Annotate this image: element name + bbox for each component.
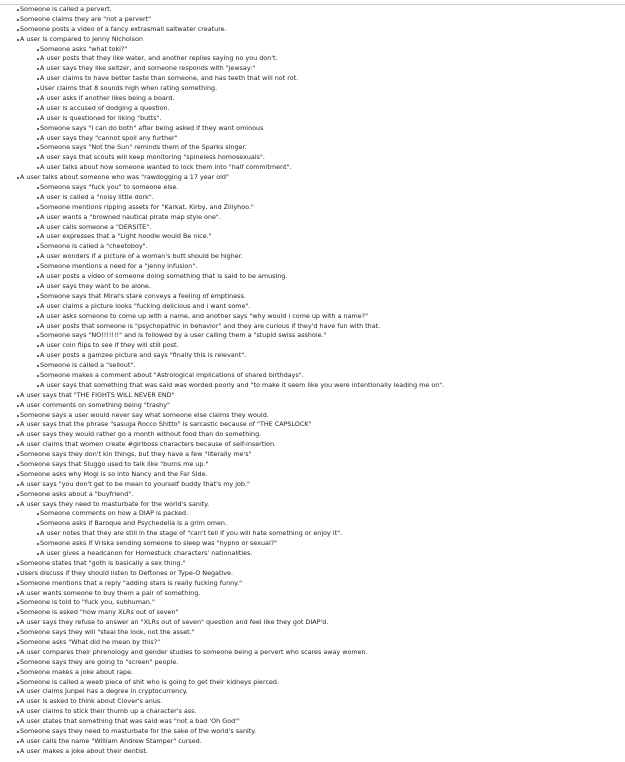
list-item xyxy=(0,331,625,341)
bullet-icon xyxy=(37,187,39,189)
bullet-icon xyxy=(17,583,19,585)
list-item-text: A user claims to have better taste than someone, and has teeth that will not rot. xyxy=(40,74,299,83)
bullet-icon xyxy=(17,751,19,753)
bullet-icon xyxy=(17,652,19,654)
list-item-text: A user says that something that was said was worded poorly and "to make it seem like you were intentionally leading me on". xyxy=(40,380,445,389)
list-item xyxy=(0,747,625,757)
list-item xyxy=(0,213,625,223)
bullet-icon xyxy=(17,731,19,733)
bullet-icon xyxy=(37,523,39,525)
list-item-text: A user says they would rather go a month without food than do something. xyxy=(20,430,262,439)
list-item xyxy=(0,84,625,94)
list-item xyxy=(0,638,625,648)
bullet-icon xyxy=(37,118,39,120)
list-item xyxy=(0,411,625,421)
bullet-icon xyxy=(17,474,19,476)
bullet-icon xyxy=(37,128,39,130)
list-item-text: Someone is called a "sellout". xyxy=(40,361,136,370)
bullet-icon xyxy=(37,335,39,337)
list-item xyxy=(0,480,625,490)
list-item-text: A user expresses that a "Light hoodie would Be nice." xyxy=(40,232,212,241)
bullet-icon xyxy=(17,454,19,456)
list-item-text: A user is accused of dodging a question. xyxy=(40,103,170,112)
bullet-icon xyxy=(37,513,39,515)
list-item-text: A user says "you don't get to be mean to yourself buddy that's my job." xyxy=(20,479,250,488)
bullet-icon xyxy=(37,276,39,278)
list-item xyxy=(0,450,625,460)
bullet-icon xyxy=(17,662,19,664)
list-item xyxy=(0,420,625,430)
bullet-icon xyxy=(17,484,19,486)
list-item-text: Someone says that Sluggo used to talk like "burns me up." xyxy=(20,459,209,468)
list-item xyxy=(0,104,625,114)
list-item xyxy=(0,500,625,510)
bullet-icon xyxy=(17,19,19,21)
list-item-text: A user wonders if a picture of a woman's butt should be higher. xyxy=(40,252,243,261)
list-item xyxy=(0,5,625,15)
list-item-text: Someone says "fuck you" to someone else. xyxy=(40,183,179,192)
list-item xyxy=(0,658,625,668)
list-item xyxy=(0,608,625,618)
bullet-icon xyxy=(37,256,39,258)
list-item xyxy=(0,203,625,213)
list-item xyxy=(0,430,625,440)
bullet-icon xyxy=(17,593,19,595)
bullet-icon xyxy=(37,78,39,80)
list-item xyxy=(0,628,625,638)
list-item xyxy=(0,381,625,391)
list-item xyxy=(0,460,625,470)
bullet-icon xyxy=(17,632,19,634)
list-item-text: A user says that the phrase "sasuga Rocco Shitto" is sarcastic because of "THE CAPSLOCK" xyxy=(20,420,312,429)
bullet-icon xyxy=(37,385,39,387)
list-item xyxy=(0,35,625,45)
bullet-icon xyxy=(37,167,39,169)
list-item xyxy=(0,618,625,628)
bullet-icon xyxy=(17,9,19,11)
list-item xyxy=(0,727,625,737)
list-item-text: A user talks about how someone wanted to lock them into "half commitment". xyxy=(40,163,292,172)
list-item xyxy=(0,717,625,727)
list-item xyxy=(0,589,625,599)
bullet-icon xyxy=(37,286,39,288)
list-item-text: Someone mentions ripping assets for "Karkat, Kirby, and Zillyhoo." xyxy=(40,202,254,211)
list-item-text: A user claims that women create #girlboss characters because of self-insertion. xyxy=(20,440,277,449)
list-item-text: Someone asks why Mogi is so into Nancy and the Far Side. xyxy=(20,469,208,478)
list-item xyxy=(0,539,625,549)
list-item xyxy=(0,391,625,401)
list-item-text: A user posts that someone is "psychopathic in behavior" and they are curious if they'd have fun with that. xyxy=(40,321,381,330)
bullet-icon xyxy=(17,395,19,397)
bullet-icon xyxy=(17,415,19,417)
list-item-text: Someone asks if Vriska sending someone to sleep was "hypno or sexual?" xyxy=(40,539,278,548)
list-item xyxy=(0,163,625,173)
bullet-icon xyxy=(17,711,19,713)
list-item-text: Someone says they will "steal the look, not the asset." xyxy=(20,628,195,637)
list-item xyxy=(0,262,625,272)
list-item xyxy=(0,193,625,203)
bullet-icon xyxy=(37,246,39,248)
list-item-text: Someone is called a "cheetoboy". xyxy=(40,242,148,251)
bullet-icon xyxy=(37,197,39,199)
bullet-icon xyxy=(17,573,19,575)
list-item-text: A user asks someone to come up with a name, and another says "why would i come up with a name?" xyxy=(40,311,369,320)
bullet-icon xyxy=(37,236,39,238)
list-item-text: User claims that 8 sounds high when rating something. xyxy=(40,84,218,93)
list-item xyxy=(0,678,625,688)
list-item xyxy=(0,312,625,322)
list-item-text: Someone comments on how a DIAP is packed. xyxy=(40,509,189,518)
list-item xyxy=(0,470,625,480)
list-item-text: A user says that "THE FIGHTS WILL NEVER END" xyxy=(20,390,175,399)
list-item xyxy=(0,242,625,252)
list-item-text: A user asks if another likes being a board. xyxy=(40,94,175,103)
list-item xyxy=(0,223,625,233)
list-item-text: Someone is called a pervert. xyxy=(20,5,112,13)
list-item-text: A user states that something that was said was "not a bad 'Oh God'" xyxy=(20,717,240,726)
bullet-icon xyxy=(17,434,19,436)
list-item xyxy=(0,579,625,589)
list-item-text: A user wants a "browned nautical pirate map style one". xyxy=(40,212,221,221)
list-item xyxy=(0,183,625,193)
bullet-icon xyxy=(37,375,39,377)
list-item xyxy=(0,697,625,707)
list-item-text: A user says they like seltzer, and someone responds with "jewsay:" xyxy=(40,64,256,73)
bullet-icon xyxy=(37,553,39,555)
list-item-text: Someone says they are going to "screen" people. xyxy=(20,657,179,666)
list-item xyxy=(0,252,625,262)
list-item-text: Someone is called a weeb piece of shit who is going to get their kidneys pierced. xyxy=(20,677,280,686)
list-item-text: A user claims to stick their thumb up a character's ass. xyxy=(20,707,197,716)
bullet-icon xyxy=(37,533,39,535)
bullet-icon xyxy=(37,157,39,159)
bullet-icon xyxy=(17,672,19,674)
list-item xyxy=(0,687,625,697)
list-item-text: Someone states that "goth is basically a sex thing." xyxy=(20,558,186,567)
list-item-text: Someone asks "what toki?" xyxy=(40,44,128,53)
list-item xyxy=(0,519,625,529)
bullet-icon xyxy=(37,68,39,70)
bullet-icon xyxy=(37,108,39,110)
list-item xyxy=(0,371,625,381)
bullet-icon xyxy=(37,345,39,347)
list-item xyxy=(0,341,625,351)
list-item-text: A user is questioned for liking "butts". xyxy=(40,113,162,122)
bullet-icon xyxy=(37,49,39,51)
list-item-text: Someone makes a joke about rape. xyxy=(20,667,134,676)
bullet-icon xyxy=(17,29,19,31)
list-item xyxy=(0,668,625,678)
bullet-icon xyxy=(17,494,19,496)
list-item xyxy=(0,322,625,332)
bullet-icon xyxy=(37,296,39,298)
list-item xyxy=(0,569,625,579)
list-item-text: A user claims a picture looks "fucking delicious and i want some". xyxy=(40,301,251,310)
bullet-icon xyxy=(17,691,19,693)
list-item-text: Someone says "I can do both" after being asked if they want ominous xyxy=(40,123,264,132)
list-item-text: A user coin flips to see if they will still post. xyxy=(40,341,179,350)
list-item-text: Someone says "NO!!!!!!!" and is followed by a user calling them a "stupid swiss asshole." xyxy=(40,331,327,340)
bullet-icon xyxy=(37,355,39,357)
list-item-text: Someone says a user would never say what someone else claims they would. xyxy=(20,410,269,419)
list-item-text: A user is asked to think about Clover's anus. xyxy=(20,697,163,706)
list-item xyxy=(0,45,625,55)
bullet-icon xyxy=(17,741,19,743)
list-item xyxy=(0,292,625,302)
list-item-text: Someone posts a video of a fancy extrasmall saltwater creature. xyxy=(20,24,227,33)
bullet-icon xyxy=(17,622,19,624)
list-item xyxy=(0,648,625,658)
bullet-icon xyxy=(37,306,39,308)
list-item-text: Someone says they need to masturbate for the sake of the world's sanity. xyxy=(20,727,257,736)
bullet-list xyxy=(0,5,625,757)
bullet-icon xyxy=(17,563,19,565)
list-item xyxy=(0,272,625,282)
list-item-text: A user comments on something being "trashy" xyxy=(20,400,170,409)
list-item xyxy=(0,124,625,134)
list-item-text: A user talks about someone who was "rawdogging a 17 year old" xyxy=(20,173,229,182)
list-item-text: Someone says that Mirai's stare conveys a feeling of emptiness. xyxy=(40,291,246,300)
bullet-icon xyxy=(37,98,39,100)
bullet-icon xyxy=(17,602,19,604)
bullet-icon xyxy=(37,227,39,229)
bullet-icon xyxy=(17,701,19,703)
list-item-text: A user is compared to Jenny Nicholson xyxy=(20,34,143,43)
list-item xyxy=(0,94,625,104)
list-item xyxy=(0,134,625,144)
bullet-icon xyxy=(37,543,39,545)
bullet-icon xyxy=(17,504,19,506)
list-item-text: Someone is told to "fuck you, subhuman." xyxy=(20,598,155,607)
list-item-text: A user calls someone a "DERSITE". xyxy=(40,222,152,231)
bullet-icon xyxy=(17,612,19,614)
list-item-text: Someone claims they are "not a pervert" xyxy=(20,14,152,23)
list-item xyxy=(0,54,625,64)
bullet-icon xyxy=(17,444,19,446)
list-item xyxy=(0,351,625,361)
list-item xyxy=(0,232,625,242)
list-item xyxy=(0,549,625,559)
list-item xyxy=(0,143,625,153)
list-item xyxy=(0,15,625,25)
list-item xyxy=(0,509,625,519)
bullet-icon xyxy=(17,177,19,179)
bullet-icon xyxy=(17,424,19,426)
list-item xyxy=(0,173,625,183)
list-item-text: Someone asks "What did he mean by this?" xyxy=(20,638,161,646)
list-item xyxy=(0,282,625,292)
list-item-text: Someone makes a comment about "Astrological implications of shared birthdays". xyxy=(40,370,304,379)
list-item xyxy=(0,737,625,747)
bullet-icon xyxy=(17,642,19,644)
list-item-text: A user makes a joke about their dentist. xyxy=(20,746,148,755)
bullet-icon xyxy=(37,326,39,328)
list-item xyxy=(0,559,625,569)
list-item-text: Someone is asked "how many XLRs out of seven" xyxy=(20,608,179,617)
bullet-icon xyxy=(17,721,19,723)
list-item-text: Someone mentions that a reply "adding stars is really fucking funny." xyxy=(20,578,243,587)
list-item-text: A user calls the name "William Andrew Stamper" cursed. xyxy=(20,736,202,745)
list-item xyxy=(0,153,625,163)
list-item xyxy=(0,598,625,608)
list-item-text: Users discuss if they should listen to Deftones or Type-O Negative. xyxy=(20,568,234,577)
list-item-text: A user says they "cannot spoil any further" xyxy=(40,133,178,142)
list-item-text: A user posts a gamzee picture and says "finally this is relevant". xyxy=(40,351,247,360)
list-item-text: A user says they want to be alone. xyxy=(40,281,151,290)
list-item xyxy=(0,302,625,312)
list-item xyxy=(0,490,625,500)
list-item-text: Someone mentions a need for a "jenny infusion". xyxy=(40,262,198,271)
bullet-icon xyxy=(37,58,39,60)
bullet-icon xyxy=(37,217,39,219)
list-item-text: A user is called a "noisy little dork". xyxy=(40,192,154,201)
list-item-text: A user gives a headcanon for Homestuck characters' nationalities. xyxy=(40,548,253,557)
list-item-text: Someone says they don't kin things, but they have a few "literally me's" xyxy=(20,450,252,459)
list-item xyxy=(0,440,625,450)
list-item xyxy=(0,529,625,539)
bullet-icon xyxy=(37,88,39,90)
list-item-text: A user claims Junpei has a degree in cryptocurrency. xyxy=(20,687,188,696)
list-item-text: Someone asks if Baroque and Psychedelia is a grim omen. xyxy=(40,519,228,528)
list-item xyxy=(0,114,625,124)
bullet-icon xyxy=(17,405,19,407)
list-item-text: A user notes that they are still in the stage of "can't tell if you will hate something or enjoy it". xyxy=(40,529,343,538)
list-item-text: A user wants someone to buy them a pair of something. xyxy=(20,588,201,597)
list-item-text: A user says they refuse to answer an "XLRs out of seven" question and feel like they got DIAP'd. xyxy=(20,618,329,627)
bullet-icon xyxy=(37,147,39,149)
list-item xyxy=(0,401,625,411)
list-item xyxy=(0,25,625,35)
list-item xyxy=(0,361,625,371)
bullet-icon xyxy=(37,266,39,268)
list-item-text: A user compares their phrenology and gender studies to someone being a pervert who scares away women. xyxy=(20,647,368,656)
list-item-text: Someone asks about a "buyfriend". xyxy=(20,489,134,498)
list-item-text: A user posts that they like water, and another replies saying no you don't. xyxy=(40,54,278,63)
bullet-icon xyxy=(17,682,19,684)
bullet-icon xyxy=(37,316,39,318)
list-item xyxy=(0,707,625,717)
list-item-text: Someone says "Not the Sun" reminds them of the Sparks singer. xyxy=(40,143,247,152)
bullet-icon xyxy=(17,464,19,466)
list-item xyxy=(0,74,625,84)
list-item-text: A user posts a video of someone doing something that is said to be amusing. xyxy=(40,272,288,281)
bullet-icon xyxy=(37,365,39,367)
list-item-text: A user says they need to masturbate for the world's sanity. xyxy=(20,499,210,508)
bullet-icon xyxy=(37,207,39,209)
bullet-icon xyxy=(17,39,19,41)
bullet-icon xyxy=(37,138,39,140)
list-item xyxy=(0,64,625,74)
list-item-text: A user says that scouts will keep monitoring "spineless homosexuals". xyxy=(40,153,265,162)
